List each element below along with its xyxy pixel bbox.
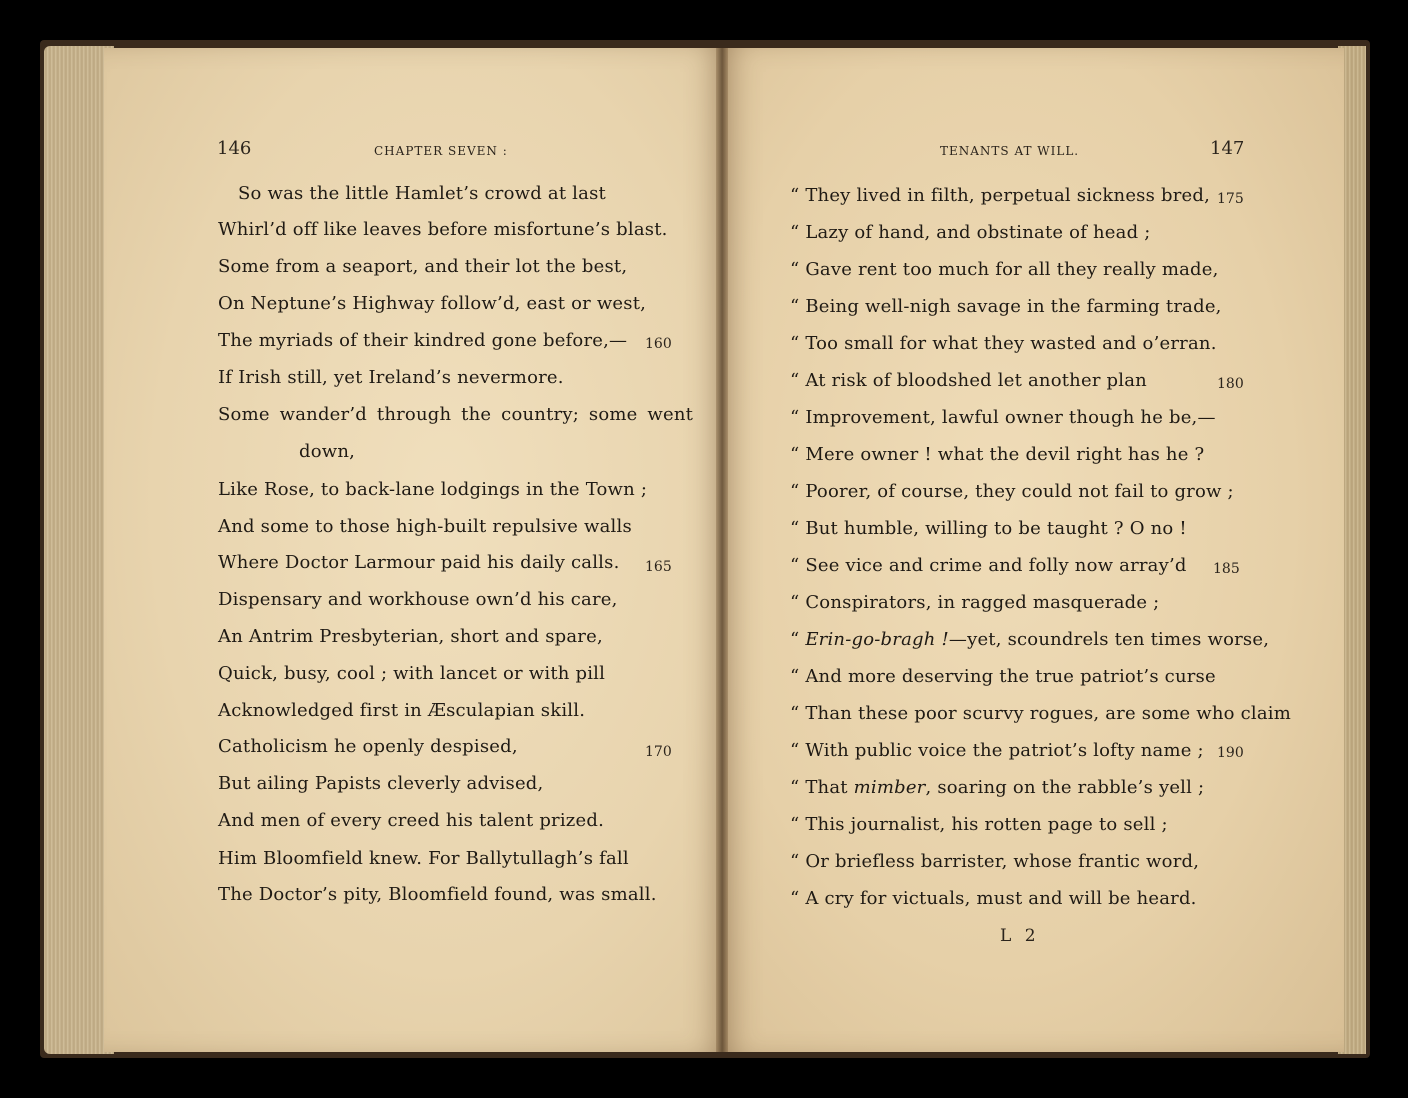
verse-line: But ailing Papists cleverly advised,	[218, 773, 544, 794]
verse-line: Catholicism he openly despised,	[218, 736, 518, 757]
line-number: 175	[1217, 191, 1244, 207]
verse-line: “ With public voice the patriot’s lofty name ;	[790, 740, 1204, 761]
verse-line: Some from a seaport, and their lot the best,	[218, 256, 628, 277]
verse-line: “ Lazy of hand, and obstinate of head ;	[790, 222, 1151, 243]
line-number: 170	[645, 744, 672, 760]
verse-line: An Antrim Presbyterian, short and spare,	[218, 626, 603, 647]
verse-line: “ See vice and crime and folly now array’d	[790, 555, 1187, 576]
verse-line: “ A cry for victuals, must and will be heard.	[790, 888, 1197, 909]
verse-line: If Irish still, yet Ireland’s nevermore.	[218, 367, 564, 388]
verse-line: And men of every creed his talent prized.	[218, 810, 604, 831]
right-running-head: TENANTS AT WILL.	[940, 144, 1080, 158]
italic-phrase: Erin-go-bragh !	[805, 629, 949, 650]
left-running-head: CHAPTER SEVEN :	[374, 144, 508, 158]
verse-line: Quick, busy, cool ; with lancet or with pill	[218, 663, 606, 684]
verse-line: down,	[299, 441, 356, 462]
verse-line: “ And more deserving the true patriot’s curse	[790, 666, 1216, 687]
verse-line: So was the little Hamlet’s crowd at last	[238, 183, 606, 204]
verse-line: “ They lived in filth, perpetual sickness bred,	[790, 185, 1210, 206]
line-number: 160	[645, 336, 672, 352]
verse-line: “ But humble, willing to be taught ? O no !	[790, 518, 1187, 539]
quote-mark: “	[790, 629, 806, 650]
verse-line: “ Improvement, lawful owner though he be,—	[790, 407, 1216, 428]
verse-line: “ Gave rent too much for all they really made,	[790, 259, 1219, 280]
right-page-number: 147	[1210, 138, 1245, 159]
line-continuation: , soaring on the rabble’s yell ;	[925, 777, 1205, 798]
verse-line: And some to those high-built repulsive walls	[218, 516, 632, 537]
book-gutter	[716, 48, 728, 1052]
italic-word: mimber	[853, 777, 926, 798]
verse-line: Where Doctor Larmour paid his daily calls.	[218, 552, 620, 573]
verse-line: The Doctor’s pity, Bloomfield found, was small.	[218, 884, 657, 905]
verse-line: Some wander’d through the country; some went	[218, 404, 694, 425]
verse-line	[790, 777, 1204, 798]
line-number: 180	[1217, 376, 1244, 392]
line-number: 185	[1213, 561, 1240, 577]
verse-line: On Neptune’s Highway follow’d, east or west,	[218, 293, 647, 314]
verse-line: “ This journalist, his rotten page to sell ;	[790, 814, 1168, 835]
verse-line: The myriads of their kindred gone before,—	[218, 330, 628, 351]
verse-line: “ Poorer, of course, they could not fail to grow ;	[790, 481, 1234, 502]
verse-line	[790, 629, 1269, 650]
line-number: 190	[1217, 745, 1244, 761]
verse-line: “ Or briefless barrister, whose frantic word,	[790, 851, 1200, 872]
verse-line: Like Rose, to back-lane lodgings in the Town ;	[218, 479, 648, 500]
verse-line: Whirl’d off like leaves before misfortune’s blast.	[218, 219, 668, 240]
verse-line: Acknowledged first in Æsculapian skill.	[218, 700, 586, 721]
left-page-number: 146	[217, 138, 252, 159]
verse-line: “ Being well-nigh savage in the farming trade,	[790, 296, 1222, 317]
verse-line: “ Than these poor scurvy rogues, are some who claim	[790, 703, 1292, 724]
line-continuation: —yet, scoundrels ten times worse,	[948, 629, 1270, 650]
verse-line: “ Conspirators, in ragged masquerade ;	[790, 592, 1160, 613]
verse-line: “ At risk of bloodshed let another plan	[790, 370, 1147, 391]
verse-line: “ Too small for what they wasted and o’erran.	[790, 333, 1217, 354]
verse-line: Dispensary and workhouse own’d his care,	[218, 589, 618, 610]
verse-line: “ Mere owner ! what the devil right has he ?	[790, 444, 1205, 465]
line-number: 165	[645, 559, 672, 575]
verse-line: Him Bloomfield knew. For Ballytullagh’s fall	[218, 848, 629, 869]
quote-mark: “ That	[790, 777, 854, 798]
signature-mark: L 2	[1000, 926, 1040, 946]
